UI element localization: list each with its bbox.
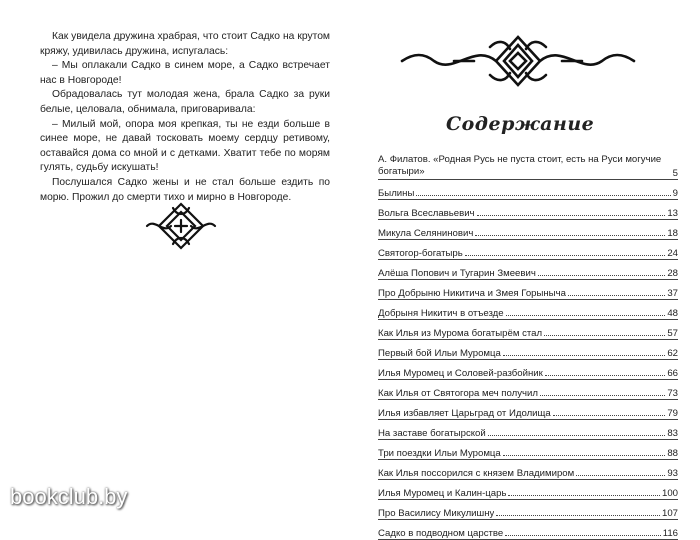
toc-entry <box>378 463 678 480</box>
toc-entry-title: Садко в подводном царстве <box>378 528 504 539</box>
story-paragraph: – Милый мой, опора моя крепкая, ты не езди больше в синее море, не давай тосковать моему сердцу ретивому, оставайся дома со мной и с детками. Хватит тебе по морям гулять, судьбу искушать! <box>40 118 330 174</box>
toc-entry <box>378 203 678 220</box>
toc-leader-dots <box>488 435 666 436</box>
toc-leader-dots <box>545 375 666 376</box>
toc-entry-page: 9 <box>672 188 678 199</box>
story-paragraph: Послушался Садко жены и не стал больше ездить по морю. Прожил до смерти тихо и мирно в Новгороде. <box>40 176 330 203</box>
story-text <box>40 30 330 205</box>
toc-entry <box>378 403 678 420</box>
toc-entry-title: Святогор-богатырь <box>378 248 463 259</box>
toc-entry <box>378 303 678 320</box>
toc-entry-title: Алёша Попович и Тугарин Змеевич <box>378 268 536 279</box>
toc-entry-title: А. Филатов. «Родная Русь не пуста стоит, есть на Руси могучие богатыри» <box>378 154 662 177</box>
toc-entry-page: 28 <box>667 268 678 279</box>
toc-entry-title: Илья избавляет Царьград от Идолища <box>378 408 551 419</box>
toc-entry-page: 13 <box>667 208 678 219</box>
toc-entry-page: 116 <box>662 528 678 539</box>
right-page <box>352 0 700 539</box>
toc-leader-dots <box>540 395 665 396</box>
toc-entry-title: Как Илья от Святогора меч получил <box>378 388 538 399</box>
toc-entry <box>378 263 678 280</box>
toc-leader-dots <box>503 455 666 456</box>
toc-entry <box>378 283 678 300</box>
toc-leader-dots <box>465 255 666 256</box>
toc-leader-dots <box>505 535 660 536</box>
story-paragraph: – Мы оплакали Садко в синем море, а Садко встречает нас в Новгороде! <box>40 60 330 86</box>
toc-entry-page: 107 <box>661 508 678 519</box>
small-ornament-icon <box>145 200 217 252</box>
toc-entry <box>378 323 678 340</box>
toc-entry <box>378 183 678 200</box>
toc-entry-page: 18 <box>667 228 678 239</box>
toc-entry-page: 88 <box>667 448 678 459</box>
watermark: bookclub.by <box>10 484 128 509</box>
toc-leader-dots <box>416 195 670 196</box>
left-page <box>0 0 348 524</box>
toc-entry <box>378 503 678 520</box>
toc-entry-page: 73 <box>667 388 678 399</box>
toc-entry-page: 24 <box>667 248 678 259</box>
toc-entry-title: Былины <box>378 188 415 199</box>
toc-leader-dots <box>496 515 660 516</box>
toc-leader-dots <box>506 315 666 316</box>
toc-entry <box>378 363 678 380</box>
toc-entry-page: 48 <box>667 308 678 319</box>
toc-leader-dots <box>553 415 666 416</box>
toc-title: Содержание <box>446 113 595 135</box>
toc-entry-page: 79 <box>667 408 678 419</box>
toc-leader-dots <box>475 235 665 236</box>
toc-entry-page: 57 <box>667 328 678 339</box>
toc-entry <box>378 151 678 180</box>
toc-entry-title: Вольга Всеславьевич <box>378 208 475 219</box>
toc-entry-page: 100 <box>661 488 678 499</box>
toc-entry-title: Илья Муромец и Соловей-разбойник <box>378 368 543 379</box>
toc-entry-page: 93 <box>667 468 678 479</box>
toc-entry-title: Три поездки Ильи Муромца <box>378 448 501 459</box>
toc-entry <box>378 343 678 360</box>
toc-entry-title: На заставе богатырской <box>378 428 486 439</box>
toc-entry-page: 62 <box>667 348 678 359</box>
toc-entry-title: Первый бой Ильи Муромца <box>378 348 501 359</box>
toc-leader-dots <box>503 355 665 356</box>
toc-entry-title: Илья Муромец и Калин-царь <box>378 488 507 499</box>
toc-entry-title: Как Илья из Мурома богатырём стал <box>378 328 543 339</box>
story-paragraph: Как увидела дружина храбрая, что стоит Садко на крутом кряжу, удивилась дружина, испугалась: <box>40 31 330 57</box>
toc-entry <box>378 423 678 440</box>
toc-entry-title: Как Илья поссорился с князем Владимиром <box>378 468 575 479</box>
toc-leader-dots <box>576 475 665 476</box>
toc-entry <box>378 223 678 240</box>
toc-entry-page: 83 <box>667 428 678 439</box>
toc-list <box>378 148 678 540</box>
toc-entry <box>378 243 678 260</box>
toc-entry <box>378 443 678 460</box>
toc-leader-dots <box>508 495 660 496</box>
toc-entry <box>378 523 678 540</box>
toc-entry-title: Микула Селянинович <box>378 228 474 239</box>
toc-entry <box>378 483 678 500</box>
toc-entry-page: 66 <box>667 368 678 379</box>
toc-entry-page: 37 <box>667 288 678 299</box>
toc-entry-title: Про Добрыню Никитича и Змея Горыныча <box>378 288 566 299</box>
toc-leader-dots <box>477 215 666 216</box>
toc-leader-dots <box>544 335 665 336</box>
toc-leader-dots <box>538 275 665 276</box>
toc-entry-page: 5 <box>672 168 678 179</box>
toc-leader-dots <box>568 295 665 296</box>
header-ornament-icon <box>394 35 642 87</box>
story-paragraph: Обрадовалась тут молодая жена, брала Садко за руки белые, целовала, обнимала, приговаривала: <box>40 89 330 115</box>
toc-entry-title: Добрыня Никитич в отъезде <box>378 308 504 319</box>
toc-entry <box>378 383 678 400</box>
toc-entry-title: Про Василису Микулишну <box>378 508 495 519</box>
